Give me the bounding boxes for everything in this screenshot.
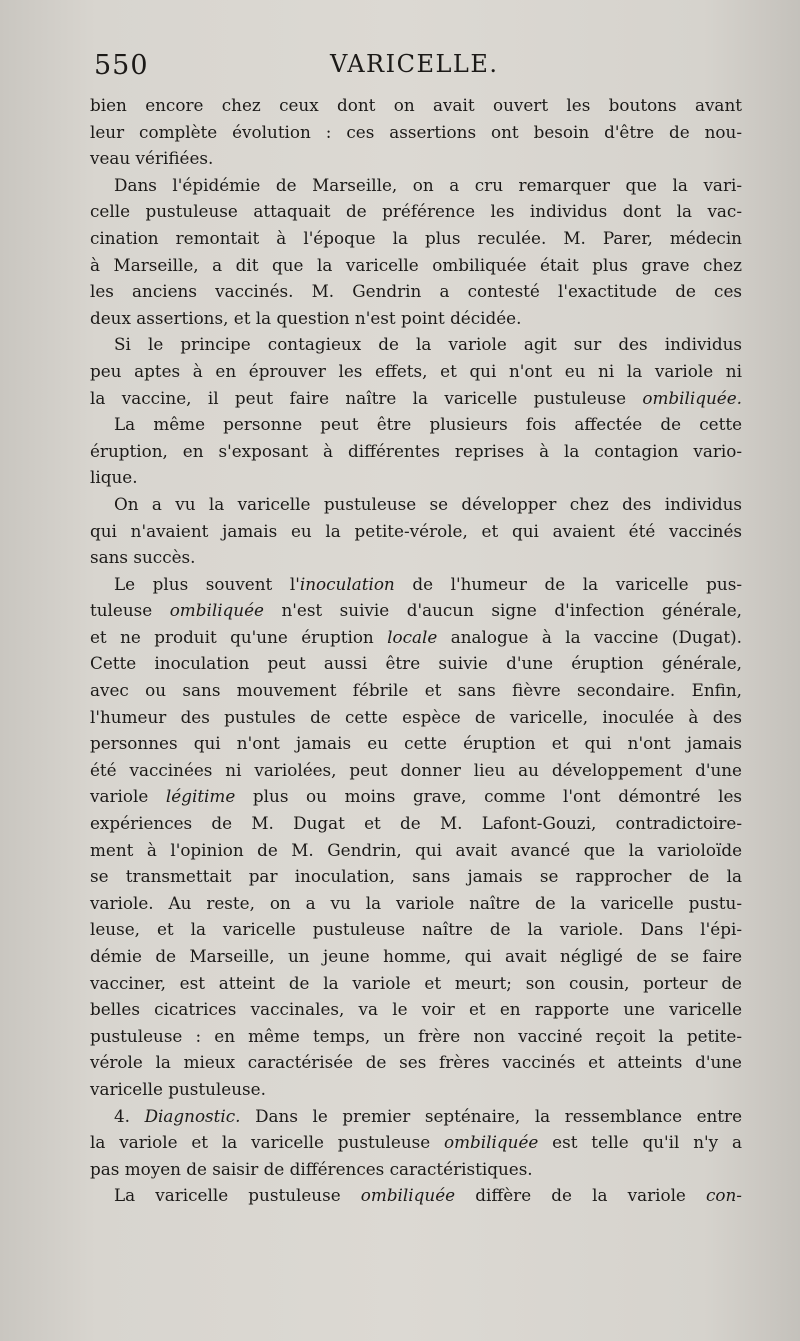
text-line <box>90 252 742 279</box>
text-segment: expériences de M. Dugat et de M. Lafont-Gouzi, contradictoire- <box>90 813 742 834</box>
text-line <box>90 544 742 571</box>
italic-text: ombiliquée <box>360 1185 456 1206</box>
text-segment: Dans le premier septénaire, la ressemblance entre <box>240 1105 742 1126</box>
text-line <box>90 757 742 784</box>
text-line <box>90 624 742 651</box>
text-segment: personnes qui n'ont jamais eu cette éruption et qui n'ont jamais <box>90 733 742 754</box>
text-segment: qui n'avaient jamais eu la petite-vérole, et qui avaient été vaccinés <box>90 520 742 541</box>
text-segment: variole <box>90 786 166 807</box>
text-line <box>90 837 742 864</box>
italic-text: Diagnostic. <box>144 1105 241 1126</box>
text-segment: diffère de la variole <box>455 1185 706 1206</box>
text-line <box>90 970 742 997</box>
text-line <box>90 145 742 172</box>
text-segment: La varicelle pustuleuse <box>114 1185 361 1206</box>
text-segment: Dans l'épidémie de Marseille, on a cru remarquer que la vari- <box>114 174 742 195</box>
text-segment: variole. Au reste, on a vu la variole naître de la varicelle pustu- <box>90 892 742 913</box>
text-segment: La même personne peut être plusieurs fois affectée de cette <box>114 414 742 435</box>
italic-text: ombiliquée <box>169 600 264 621</box>
text-line <box>90 916 742 943</box>
text-segment: leur complète évolution : ces assertions ont besoin d'être de nou- <box>90 121 742 142</box>
text-line <box>90 1076 742 1103</box>
text-segment: pas moyen de saisir de différences caractéristiques. <box>90 1158 533 1179</box>
text-line <box>90 172 742 199</box>
text-segment: veau vérifiées. <box>90 148 214 169</box>
text-line <box>90 411 742 438</box>
text-segment: tuleuse <box>90 600 170 621</box>
text-line <box>90 597 742 624</box>
text-segment: n'est suivie d'aucun signe d'infection générale, <box>263 600 742 621</box>
text-line <box>90 305 742 332</box>
text-segment: éruption, en s'exposant à différentes reprises à la contagion vario- <box>90 440 742 461</box>
text-segment: les anciens vaccinés. M. Gendrin a contesté l'exactitude de ces <box>90 281 742 302</box>
text-line <box>90 518 742 545</box>
page-number: 550 <box>94 50 149 81</box>
text-segment: sans succès. <box>90 547 196 568</box>
text-line <box>90 890 742 917</box>
text-line <box>90 783 742 810</box>
italic-text: ombiliquée. <box>642 387 742 408</box>
text-segment: cination remontait à l'époque la plus reculée. M. Parer, médecin <box>90 227 742 248</box>
text-segment: Cette inoculation peut aussi être suivie d'une éruption générale, <box>90 653 742 674</box>
italic-text: ombiliquée <box>444 1132 539 1153</box>
text-segment: à Marseille, a dit que la varicelle ombiliquée était plus grave chez <box>90 254 742 275</box>
text-line <box>90 278 742 305</box>
text-line <box>90 119 742 146</box>
text-line <box>90 1156 742 1183</box>
text-line <box>90 225 742 252</box>
text-segment: se transmettait par inoculation, sans jamais se rapprocher de la <box>90 866 742 887</box>
text-line <box>90 704 742 731</box>
text-line <box>90 464 742 491</box>
text-line <box>90 1129 742 1156</box>
text-line <box>90 863 742 890</box>
running-title: VARICELLE. <box>330 50 499 78</box>
text-segment: plus ou moins grave, comme l'ont démontré les <box>235 786 742 807</box>
italic-text: con- <box>706 1185 742 1206</box>
text-segment: leuse, et la varicelle pustuleuse naître de la variole. Dans l'épi- <box>90 919 742 940</box>
text-line <box>90 385 742 412</box>
page-header <box>94 50 744 84</box>
text-segment: de l'humeur de la varicelle pus- <box>394 573 742 594</box>
text-segment: avec ou sans mouvement fébrile et sans fièvre secondaire. Enfin, <box>90 680 742 701</box>
text-line <box>90 650 742 677</box>
text-segment: 4. <box>114 1105 145 1126</box>
text-segment: été vaccinées ni variolées, peut donner lieu au développement d'une <box>90 759 742 780</box>
italic-text: inoculation <box>299 573 395 594</box>
text-segment: lique. <box>90 467 138 488</box>
text-line <box>90 92 742 119</box>
text-segment: vacciner, est atteint de la variole et meurt; son cousin, porteur de <box>90 972 742 993</box>
text-segment: l'humeur des pustules de cette espèce de varicelle, inoculée à des <box>90 706 742 727</box>
text-segment: pustuleuse : en même temps, un frère non vacciné reçoit la petite- <box>90 1025 742 1046</box>
text-line <box>90 491 742 518</box>
text-segment: On a vu la varicelle pustuleuse se développer chez des individus <box>114 493 742 514</box>
text-segment: est telle qu'il n'y a <box>538 1132 742 1153</box>
body-text <box>90 92 742 1209</box>
text-segment: la variole et la varicelle pustuleuse <box>90 1132 445 1153</box>
text-segment: et ne produit qu'une éruption <box>90 626 388 647</box>
text-line <box>90 1023 742 1050</box>
text-line <box>90 571 742 598</box>
text-segment: varicelle pustuleuse. <box>90 1078 266 1099</box>
text-segment: Le plus souvent l' <box>114 573 300 594</box>
text-line <box>90 730 742 757</box>
text-line <box>90 810 742 837</box>
text-segment: bien encore chez ceux dont on avait ouvert les boutons avant <box>90 95 742 115</box>
text-line <box>90 438 742 465</box>
text-segment: Si le principe contagieux de la variole agit sur des individus <box>114 334 742 355</box>
text-line <box>90 1182 742 1209</box>
text-line <box>90 331 742 358</box>
text-line <box>90 677 742 704</box>
text-segment: ment à l'opinion de M. Gendrin, qui avait avancé que la varioloïde <box>90 839 742 860</box>
text-line <box>90 1103 742 1130</box>
text-segment: analogue à la vaccine (Dugat). <box>437 626 742 647</box>
text-segment: vérole la mieux caractérisée de ses frères vaccinés et atteints d'une <box>90 1052 742 1073</box>
italic-text: légitime <box>165 786 236 807</box>
text-segment: deux assertions, et la question n'est point décidée. <box>90 307 522 328</box>
text-segment: celle pustuleuse attaquait de préférence les individus dont la vac- <box>90 201 742 222</box>
text-line <box>90 198 742 225</box>
text-line <box>90 1049 742 1076</box>
italic-text: locale <box>387 626 438 647</box>
text-line <box>90 943 742 970</box>
text-segment: démie de Marseille, un jeune homme, qui avait négligé de se faire <box>90 946 742 966</box>
text-segment: peu aptes à en éprouver les effets, et qui n'ont eu ni la variole ni <box>90 360 742 381</box>
text-segment: la vaccine, il peut faire naître la varicelle pustuleuse <box>90 387 643 408</box>
text-segment: belles cicatrices vaccinales, va le voir et en rapporte une varicelle <box>90 999 742 1020</box>
text-line <box>90 996 742 1023</box>
text-line <box>90 358 742 385</box>
